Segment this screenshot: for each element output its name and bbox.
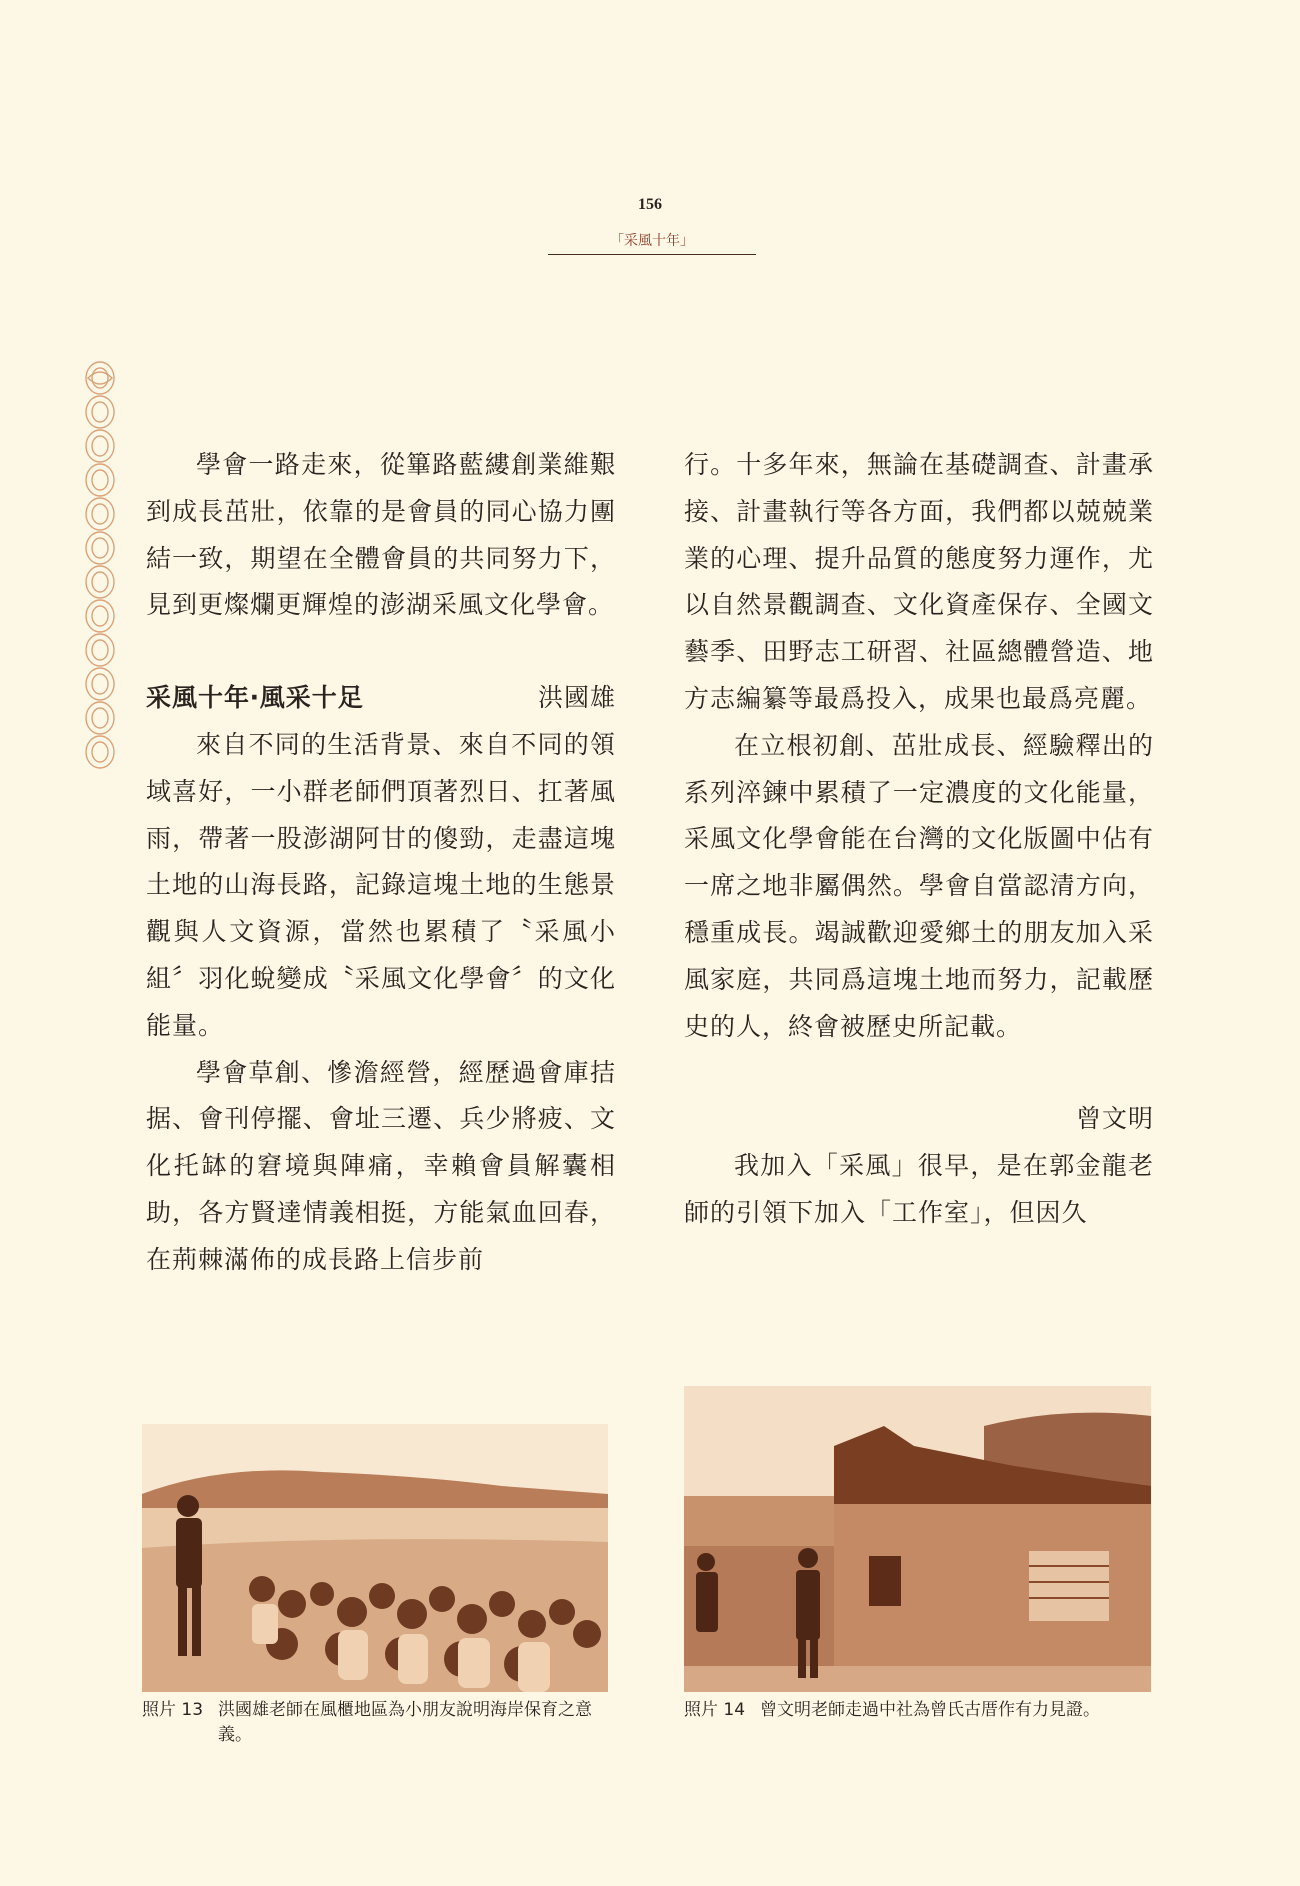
ornament-icon [80,360,120,770]
right-column [684,442,1154,1237]
page-number: 156 [638,196,662,213]
margin-ornament [80,360,120,770]
photo-beach-children [142,1424,608,1692]
photo-label: 照片 13 [142,1700,204,1720]
photo-caption-text: 曾文明老師走過中社為曾氏古厝作有力見證。 [760,1700,1100,1720]
paragraph-body: 我加入「采風」很早，是在郭金龍老師的引領下加入「工作室」，但因久 [684,1151,1154,1227]
section-author: 曾文明 [1075,1104,1154,1134]
left-column [146,442,616,1284]
section-title: 采風十年‧風采十足 [146,683,364,713]
section-heading [146,675,616,722]
section-author: 洪國雄 [537,683,616,713]
photo-old-house [684,1386,1151,1692]
photo-caption [684,1698,1164,1723]
photo-label: 照片 14 [684,1700,746,1720]
paragraph-body: 學會草創、慘澹經營，經歷過會庫拮据、會刊停擺、會址三遷、兵少將疲、文化托缽的窘境與陣痛，幸賴會員解囊相助，各方賢達情義相挺，方能氣血回春，在荊棘滿佈的成長路上信步前 [146,1057,616,1274]
paragraph-intro: 學會一路走來，從篳路藍縷創業維艱到成長茁壯，依靠的是會員的同心協力團結一致，期望在全體會員的共同努力下，見到更燦爛更輝煌的澎湖采風文化學會。 [146,450,616,620]
running-header: 「采風十年」 [548,230,756,255]
paragraph-body: 在立根初創、茁壯成長、經驗釋出的系列淬鍊中累積了一定濃度的文化能量，采風文化學會能在台灣的文化版圖中佔有一席之地非屬偶然。學會自當認清方向，穩重成長。竭誠歡迎愛鄉土的朋友加入采風家庭，共同爲這塊土地而努力，記載歷史的人，終會被歷史所記載。 [684,730,1154,1041]
photo-caption [142,1698,612,1748]
paragraph-body: 來自不同的生活背景、來自不同的領域喜好，一小群老師們頂著烈日、扛著風雨，帶著一股澎湖阿甘的傻勁，走盡這塊土地的山海長路，記錄這塊土地的生態景觀與人文資源，當然也累積了〝采風小組〞羽化蛻變成〝采風文化學會〞的文化能量。 [146,729,616,1040]
photo-caption-text: 洪國雄老師在風櫃地區為小朋友說明海岸保育之意義。 [218,1700,592,1745]
paragraph-continued: 行。十多年來，無論在基礎調查、計畫承接、計畫執行等各方面，我們都以兢兢業業的心理、提升品質的態度努力運作，尤以自然景觀調查、文化資產保存、全國文藝季、田野志工研習、社區總體營造、地方志編纂等最爲投入，成果也最爲亮麗。 [684,450,1154,713]
